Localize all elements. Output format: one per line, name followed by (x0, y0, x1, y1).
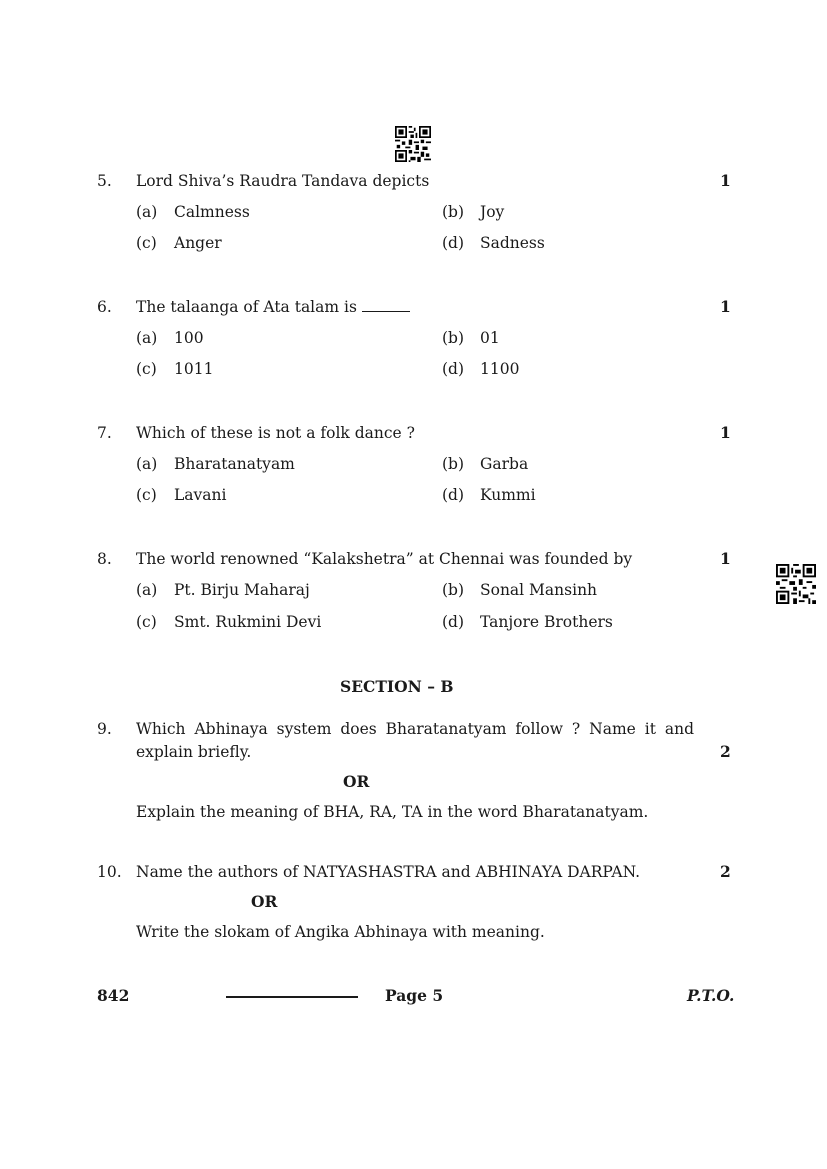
question-5-option-d-label: (d) (442, 234, 465, 252)
question-7-option-c-label: (c) (136, 486, 157, 504)
question-5-text: Lord Shiva’s Raudra Tandava depicts (136, 172, 430, 190)
question-10-marks: 2 (720, 862, 731, 881)
question-6-option-c-label: (c) (136, 360, 157, 378)
question-6-marks: 1 (720, 297, 731, 316)
question-8-number: 8. (97, 550, 112, 568)
question-6-text: The talaanga of Ata talam is (136, 298, 357, 316)
question-5-option-b-label: (b) (442, 203, 465, 221)
question-8-option-d-label: (d) (442, 613, 465, 631)
qr-code-side (776, 564, 816, 604)
question-8-option-c-label: (c) (136, 613, 157, 631)
question-5-option-c-label: (c) (136, 234, 157, 252)
question-10-or: OR (251, 892, 278, 911)
question-7-marks: 1 (720, 423, 731, 442)
question-5-option-c-text: Anger (174, 234, 222, 252)
question-5-option-d-text: Sadness (480, 234, 545, 252)
question-6-option-b-label: (b) (442, 329, 465, 347)
question-7-text: Which of these is not a folk dance ? (136, 424, 415, 442)
question-7-option-b-text: Garba (480, 455, 529, 473)
question-8-option-d-text: Tanjore Brothers (480, 613, 613, 631)
question-10-alternative: Write the slokam of Angika Abhinaya with meaning. (136, 923, 545, 941)
question-5-option-a-text: Calmness (174, 203, 250, 221)
question-9-number: 9. (97, 720, 112, 738)
question-7-option-d-text: Kummi (480, 486, 536, 504)
question-7-option-c-text: Lavani (174, 486, 227, 504)
question-9-or: OR (343, 772, 370, 791)
question-6-option-d-text: 1100 (480, 360, 520, 378)
question-8-option-a-label: (a) (136, 581, 158, 599)
question-8-option-b-label: (b) (442, 581, 465, 599)
question-6-option-b-text: 01 (480, 329, 500, 347)
question-9-marks: 2 (720, 742, 731, 761)
question-6-option-a-text: 100 (174, 329, 204, 347)
question-7-option-a-text: Bharatanatyam (174, 455, 295, 473)
paper-code: 842 (97, 986, 130, 1005)
question-7-option-d-label: (d) (442, 486, 465, 504)
question-8-option-b-text: Sonal Mansinh (480, 581, 598, 599)
question-9-alternative: Explain the meaning of BHA, RA, TA in the word Bharatanatyam. (136, 803, 649, 821)
question-10-text: Name the authors of NATYASHASTRA and ABHINAYA DARPAN. (136, 863, 641, 881)
question-9-text-line-2: explain briefly. (136, 743, 252, 761)
question-8-text: The world renowned “Kalakshetra” at Chennai was founded by (136, 550, 633, 568)
question-5-number: 5. (97, 172, 112, 190)
question-7-option-b-label: (b) (442, 455, 465, 473)
question-6-number: 6. (97, 298, 112, 316)
question-5-option-b-text: Joy (480, 203, 505, 221)
question-7-number: 7. (97, 424, 112, 442)
question-8-marks: 1 (720, 549, 731, 568)
question-5-marks: 1 (720, 171, 731, 190)
page-number: Page 5 (385, 986, 444, 1005)
fill-in-blank (362, 298, 410, 312)
qr-code-top (395, 126, 431, 162)
question-8-option-c-text: Smt. Rukmini Devi (174, 613, 322, 631)
question-6-stem (136, 297, 410, 317)
question-8-option-a-text: Pt. Birju Maharaj (174, 581, 310, 599)
section-b-heading: SECTION – B (340, 677, 454, 696)
question-7-option-a-label: (a) (136, 455, 158, 473)
question-6-option-c-text: 1011 (174, 360, 214, 378)
pto-label: P.T.O. (687, 986, 735, 1005)
question-9-text-line-1: Which Abhinaya system does Bharatanatyam follow ? Name it and (136, 720, 694, 738)
footer-rule (226, 996, 358, 998)
question-9-line-1 (136, 719, 694, 739)
question-5-option-a-label: (a) (136, 203, 158, 221)
question-6-option-a-label: (a) (136, 329, 158, 347)
question-10-number: 10. (97, 863, 122, 881)
question-6-option-d-label: (d) (442, 360, 465, 378)
